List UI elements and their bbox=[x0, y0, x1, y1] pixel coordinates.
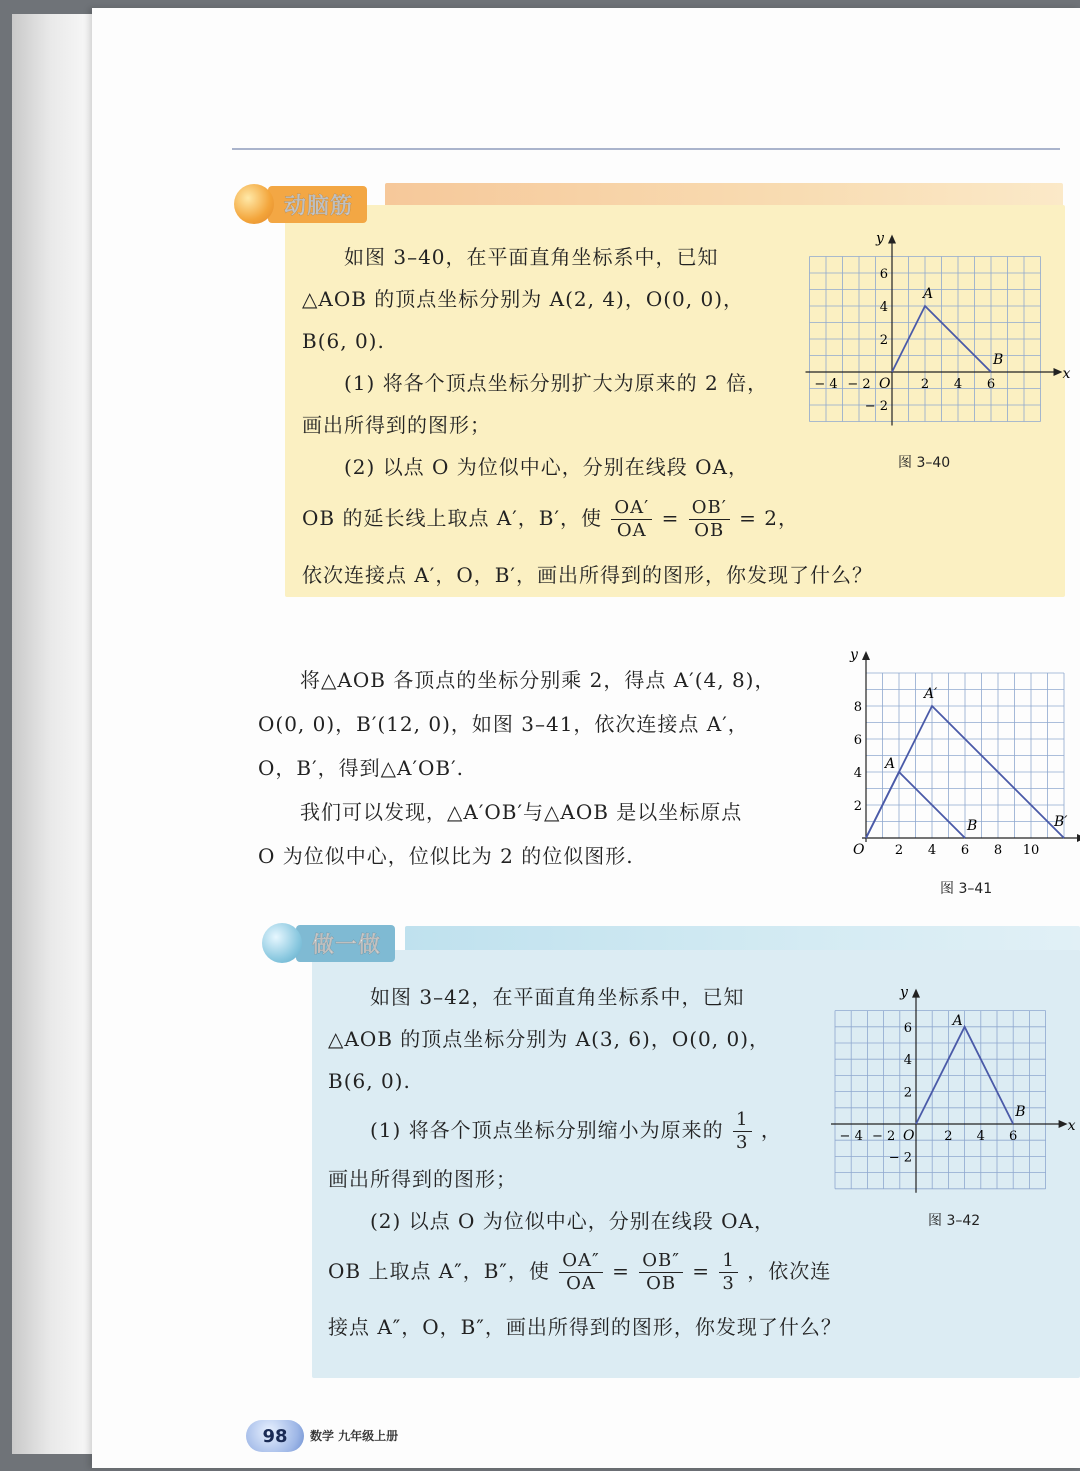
text-line: (2) 以点 O 为位似中心，分别在线段 OA， bbox=[370, 1209, 775, 1233]
y-tick-label: 8 bbox=[853, 700, 862, 715]
equals-sign: = bbox=[692, 1259, 711, 1283]
text-fragment: ， bbox=[760, 1118, 782, 1142]
y-tick-label: 4 bbox=[879, 300, 888, 315]
figure-caption: 图 3–40 bbox=[898, 455, 951, 471]
vertex-label: A bbox=[952, 1012, 963, 1029]
origin-label: O bbox=[879, 376, 891, 392]
text-line: O 为位似中心，位似比为 2 的位似图形. bbox=[258, 844, 634, 868]
section3-tab-label: 做一做 bbox=[296, 925, 395, 962]
y-tick-label: − 2 bbox=[888, 1150, 912, 1166]
text-line: 如图 3–42，在平面直角坐标系中，已知 bbox=[370, 985, 745, 1009]
figure-caption: 图 3–41 bbox=[940, 881, 993, 897]
text-fragment: ，依次连 bbox=[747, 1259, 832, 1283]
fraction bbox=[733, 1109, 751, 1154]
figure-caption: 图 3–42 bbox=[928, 1213, 981, 1229]
vertex-label: B bbox=[993, 352, 1004, 368]
x-tick-label: 4 bbox=[927, 843, 937, 858]
text-line: (1) 将各个顶点坐标分别扩大为原来的 2 倍， bbox=[344, 371, 769, 395]
text-line: △AOB 的顶点坐标分别为 A(2, 4)，O(0, 0)， bbox=[302, 287, 745, 311]
vertex-label: B′ bbox=[1054, 814, 1068, 830]
x-axis-label: x bbox=[1067, 1118, 1076, 1134]
fraction bbox=[559, 1250, 602, 1295]
x-tick-label: − 2 bbox=[847, 377, 871, 392]
y-tick-label: 2 bbox=[903, 1085, 912, 1101]
y-tick-label: 2 bbox=[879, 333, 888, 348]
text-line-with-fractions bbox=[302, 488, 873, 548]
text-line: O(0, 0)，B′(12, 0)，如图 3–41，依次连接点 A′， bbox=[258, 712, 749, 736]
section2-text bbox=[258, 658, 775, 878]
y-axis-arrow bbox=[862, 651, 870, 660]
vertex-label: B bbox=[967, 818, 978, 834]
x-tick-label: − 2 bbox=[871, 1129, 896, 1144]
hand-icon bbox=[262, 923, 302, 963]
y-axis-label: y bbox=[876, 230, 884, 247]
coordinate-plot bbox=[832, 976, 1076, 1194]
y-axis-label: y bbox=[900, 984, 908, 1001]
text-line: 画出所得到的图形； bbox=[302, 413, 491, 437]
fraction-numerator: 1 bbox=[733, 1109, 751, 1132]
section1-tab-label: 动脑筋 bbox=[268, 186, 367, 223]
equals-sign: = bbox=[612, 1259, 630, 1283]
text-line: B(6, 0). bbox=[302, 329, 385, 353]
coordinate-plot bbox=[806, 224, 1071, 446]
text-line: B(6, 0). bbox=[328, 1069, 411, 1093]
fraction-numerator: OA′ bbox=[611, 497, 652, 520]
fraction-denominator: 3 bbox=[736, 1132, 749, 1153]
fraction bbox=[719, 1250, 737, 1295]
origin-label: O bbox=[903, 1128, 915, 1144]
fraction bbox=[639, 1250, 683, 1295]
fraction-numerator: OB′ bbox=[689, 497, 730, 520]
text-line: 将△AOB 各顶点的坐标分别乘 2，得点 A′(4, 8)， bbox=[300, 668, 776, 692]
x-tick-label: 4 bbox=[976, 1129, 985, 1144]
x-tick-label: 10 bbox=[1022, 843, 1040, 858]
y-tick-label: 4 bbox=[853, 766, 862, 781]
x-tick-label: 6 bbox=[960, 843, 970, 858]
x-tick-label: 2 bbox=[944, 1129, 953, 1144]
y-axis-arrow bbox=[912, 989, 920, 998]
y-tick-label: 6 bbox=[853, 733, 862, 748]
top-rule bbox=[232, 148, 1060, 150]
text-line: 依次连接点 A′，O，B′，画出所得到的图形，你发现了什么？ bbox=[302, 563, 873, 587]
text-line: △AOB 的顶点坐标分别为 A(3, 6)，O(0, 0)， bbox=[328, 1027, 771, 1051]
page-number-badge: 98 bbox=[246, 1420, 304, 1452]
vertex-label: A′ bbox=[924, 686, 938, 702]
text-fragment: (1) 将各个顶点坐标分别缩小为原来的 bbox=[370, 1118, 724, 1142]
text-line: (2) 以点 O 为位似中心，分别在线段 OA， bbox=[344, 455, 749, 479]
text-line: O，B′，得到△A′OB′. bbox=[258, 756, 464, 780]
fraction-denominator: OA bbox=[616, 520, 647, 541]
x-tick-label: 6 bbox=[986, 377, 996, 392]
y-tick-label: − 2 bbox=[864, 399, 888, 414]
text-line: 接点 A″，O，B″，画出所得到的图形，你发现了什么？ bbox=[328, 1315, 842, 1339]
x-tick-label: 8 bbox=[993, 843, 1003, 858]
x-tick-label: 4 bbox=[953, 377, 963, 392]
equals-sign: = bbox=[661, 506, 680, 530]
book-title: 数学 九年级上册 bbox=[310, 1429, 399, 1443]
y-axis-arrow bbox=[888, 235, 896, 244]
y-tick-label: 2 bbox=[853, 799, 862, 814]
x-tick-label: − 4 bbox=[814, 377, 838, 392]
x-tick-label: − 4 bbox=[839, 1129, 863, 1144]
figure-3-40 bbox=[806, 224, 1071, 450]
text-fragment: = 2， bbox=[739, 506, 799, 530]
y-tick-label: 6 bbox=[903, 1020, 912, 1036]
fraction-denominator: OA bbox=[566, 1273, 596, 1294]
text-line-with-fractions bbox=[328, 1242, 842, 1300]
text-line: 如图 3–40，在平面直角坐标系中，已知 bbox=[344, 245, 719, 269]
y-tick-label: 4 bbox=[903, 1053, 912, 1069]
x-tick-label: 2 bbox=[920, 377, 930, 392]
text-line: 画出所得到的图形； bbox=[328, 1167, 517, 1191]
section3-tab bbox=[262, 922, 395, 964]
section1-tab bbox=[234, 183, 367, 225]
fraction bbox=[611, 497, 652, 542]
fraction-numerator: OA″ bbox=[559, 1250, 602, 1273]
origin-label: O bbox=[853, 842, 865, 858]
x-tick-label: 2 bbox=[894, 843, 904, 858]
fraction bbox=[689, 497, 730, 542]
text-line: 我们可以发现，△A′OB′与△AOB 是以坐标原点 bbox=[300, 800, 743, 824]
x-axis-label: x bbox=[1062, 366, 1071, 382]
y-tick-label: 6 bbox=[879, 267, 888, 282]
y-axis-label: y bbox=[850, 647, 858, 663]
fraction-numerator: OB″ bbox=[639, 1250, 683, 1273]
fraction-denominator: 3 bbox=[722, 1273, 735, 1294]
brain-gear-icon bbox=[234, 184, 274, 224]
vertex-label: B bbox=[1015, 1104, 1026, 1120]
coordinate-plot bbox=[840, 642, 1078, 862]
vertex-label: A bbox=[923, 286, 934, 302]
x-axis-arrow bbox=[1059, 1120, 1068, 1128]
x-tick-label: 6 bbox=[1009, 1129, 1018, 1144]
vertex-label: A bbox=[885, 756, 896, 772]
section3-text bbox=[328, 976, 842, 1348]
fraction-denominator: OB bbox=[646, 1273, 677, 1294]
text-line-with-fraction bbox=[328, 1102, 842, 1158]
text-fragment: OB 的延长线上取点 A′，B′，使 bbox=[302, 506, 603, 530]
text-fragment: OB 上取点 A″，B″，使 bbox=[328, 1259, 550, 1283]
fraction-numerator: 1 bbox=[719, 1250, 737, 1273]
figure-3-41 bbox=[840, 642, 1078, 866]
fraction-denominator: OB bbox=[694, 520, 725, 541]
figure-3-42 bbox=[832, 976, 1076, 1198]
section1-text bbox=[302, 236, 873, 596]
